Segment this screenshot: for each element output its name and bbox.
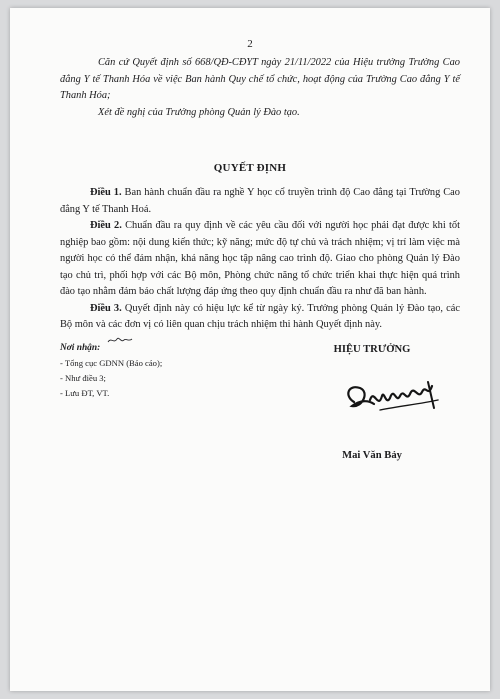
article-text: Chuẩn đầu ra quy định về các yêu cầu đối với người học phải đạt được khi tốt nghiệp bao gồm: nội dung kiến thức; kỹ năng; mức độ tự chủ và trách nhiệm; vị trí làm việc mà người học có thể đảm nhận, khả năng học tập nâng cao trình độ. Giao cho phòng Quản lý Đào tạo chủ trì, phối hợp với các Bộ môn, Phòng chức năng tổ chức triển khai thực hiện quá trình đào tạo nhằm đảm bảo chất lượng đáp ứng theo quy định chuẩn đầu ra như đã ban hành.: [60, 220, 460, 297]
article-text: Quyết định này có hiệu lực kể từ ngày ký. Trưởng phòng Quản lý Đào tạo, các Bộ môn và các đơn vị có liên quan chịu trách nhiệm thi hành Quyết định này.: [60, 302, 460, 330]
recipients-title: Nơi nhận:: [60, 343, 101, 353]
legal-basis: [60, 55, 460, 121]
articles: [60, 185, 460, 334]
basis-paragraph: Căn cứ Quyết định số 668/QĐ-CĐYT ngày 21/11/2022 của Hiệu trưởng Trường Cao đẳng Y tế Thanh Hóa về việc Ban hành Quy chế tổ chức, hoạt động của Trường Cao đẳng Y tế Thanh Hóa;: [60, 57, 460, 101]
article-3: [60, 301, 460, 334]
document-page: [10, 8, 490, 691]
recipient-item: - Tổng cục GDNN (Báo cáo);: [60, 358, 163, 368]
decision-title: QUYẾT ĐỊNH: [213, 162, 287, 174]
article-label: Điều 3.: [90, 302, 122, 314]
handwritten-signature: [340, 370, 450, 420]
page-number: 2: [247, 38, 253, 50]
recipient-item: - Như điều 3;: [60, 373, 106, 383]
article-text: Ban hành chuẩn đầu ra nghề Y học cổ truyền trình độ Cao đẳng tại Trường Cao đẳng Y tế Thanh Hoá.: [60, 187, 460, 215]
basis-paragraph: Xét đề nghị của Trưởng phòng Quản lý Đào tạo.: [98, 106, 300, 118]
recipients-block: [60, 341, 230, 401]
signer-name: Mai Văn Bảy: [342, 450, 402, 461]
signer-title: HIỆU TRƯỞNG: [333, 344, 411, 355]
article-2: [60, 218, 460, 301]
article-label: Điều 1.: [90, 187, 122, 198]
article-label: Điều 2.: [90, 220, 122, 231]
recipient-item: - Lưu ĐT, VT.: [60, 388, 110, 398]
article-1: [60, 185, 460, 218]
